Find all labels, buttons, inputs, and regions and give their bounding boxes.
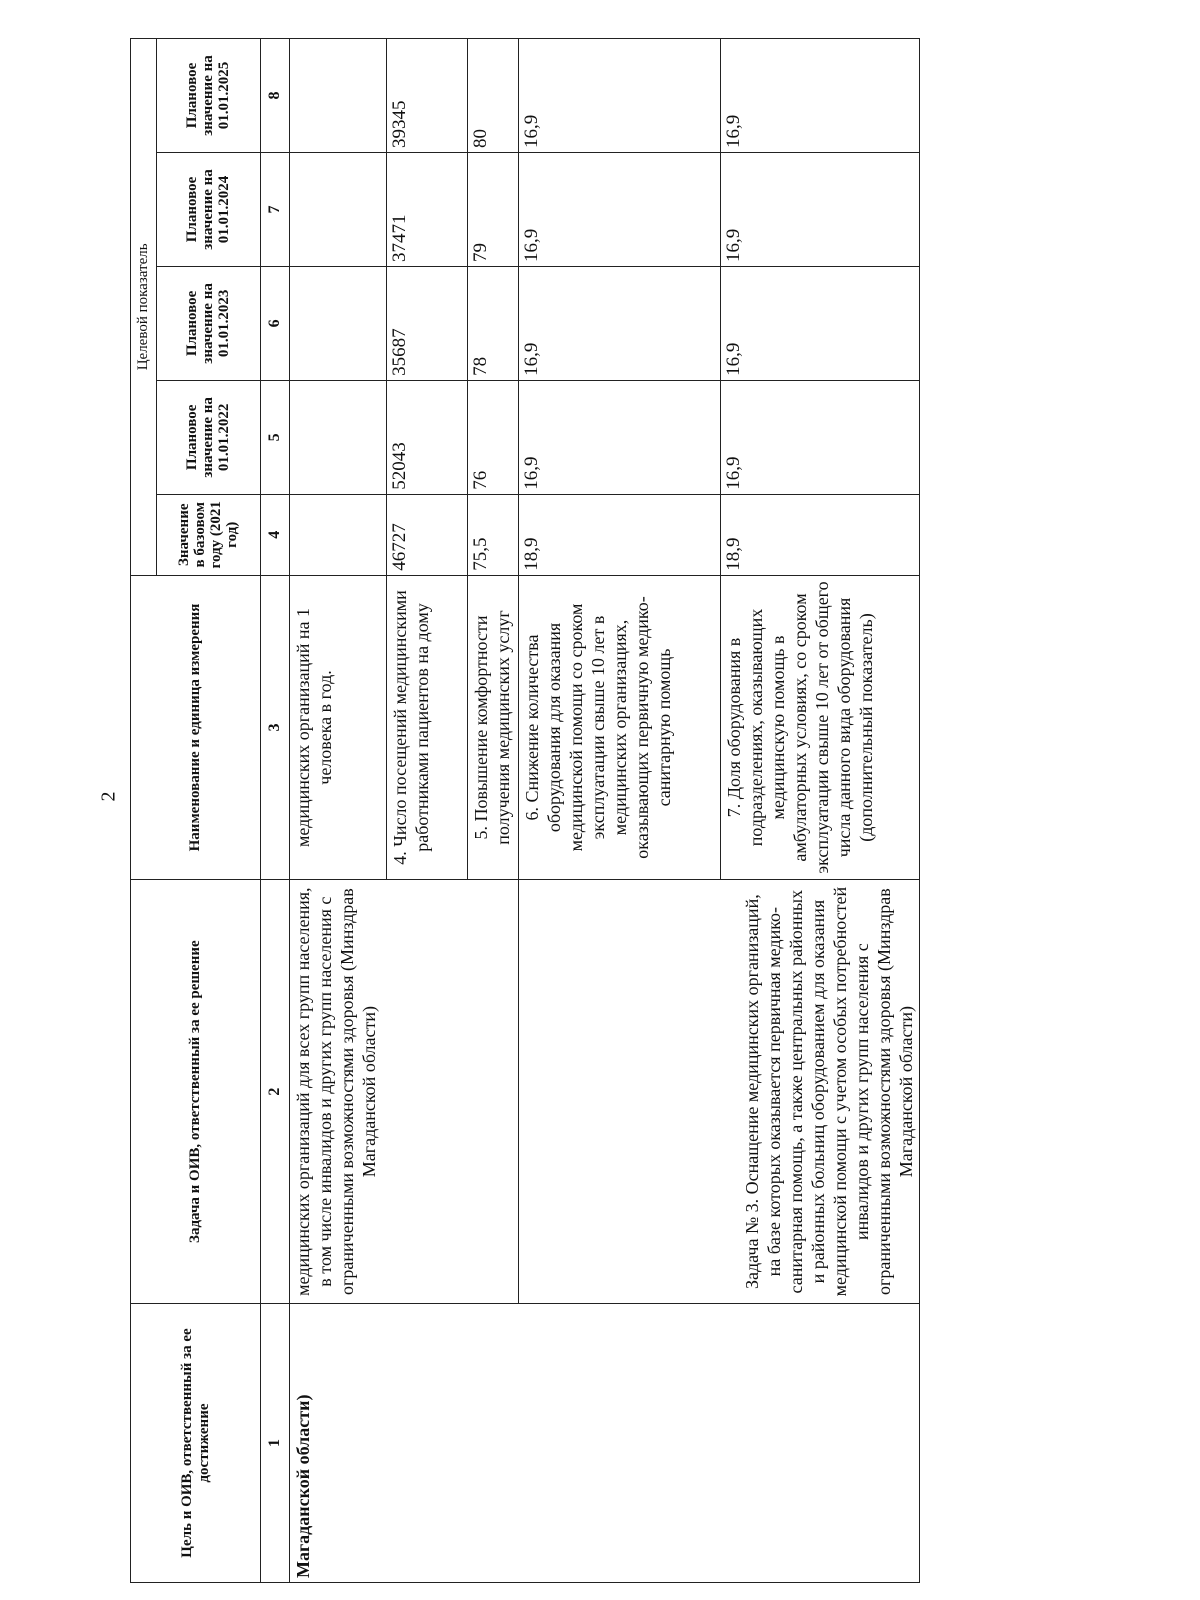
indicator-value-2022: 16,9 bbox=[720, 380, 919, 494]
target-indicators-table bbox=[130, 38, 920, 1583]
header-indicator-name: Наименование и единица измерения bbox=[131, 575, 261, 880]
task-3-text: Задача № 3. Оснащение медицинских организаций, на базе которых оказывается первичная медико-санитарная помощь, а также центральных районных и районных больниц оборудованием для оказания медицинской помощи с учетом особых потребностей инвалидов и других групп населения с ограниченными возможностями здоровья (Минздрав Магаданской области) bbox=[742, 886, 916, 1297]
indicator-value-2025: 39345 bbox=[387, 39, 468, 153]
indicator-value-2022: 76 bbox=[468, 380, 519, 494]
header-plan-2023: Плановое значение на 01.01.2023 bbox=[156, 266, 260, 380]
indicator-value-2024: 79 bbox=[468, 153, 519, 267]
indicator-name: медицинских организаций на 1 человека в год. bbox=[290, 575, 387, 880]
indicator-name: 4. Число посещений медицинскими работниками пациентов на дому bbox=[387, 575, 468, 880]
indicator-base-value: 75,5 bbox=[468, 494, 519, 575]
indicator-name: 5. Повышение комфортности получения медицинских услуг bbox=[468, 575, 519, 880]
rotated-table-wrapper bbox=[130, 38, 916, 1583]
column-number: 8 bbox=[261, 39, 290, 153]
page-number: 2 bbox=[97, 791, 120, 802]
indicator-value-2025 bbox=[290, 39, 387, 153]
indicator-value-2025: 16,9 bbox=[519, 39, 721, 153]
indicator-value-2023: 16,9 bbox=[720, 266, 919, 380]
column-number: 4 bbox=[261, 494, 290, 575]
header-base-value: Значение в базовом году (2021 год) bbox=[156, 494, 260, 575]
indicator-value-2025: 80 bbox=[468, 39, 519, 153]
indicator-value-2023: 16,9 bbox=[519, 266, 721, 380]
task-2-continuation: медицинских организаций для всех групп населения, в том числе инвалидов и других групп населения с ограниченными возможностями здоровья (Минздрав Магаданской области) bbox=[290, 880, 519, 1304]
goal-cell: Магаданской области) bbox=[290, 1304, 920, 1583]
column-number: 7 bbox=[261, 153, 290, 267]
indicator-value-2024: 37471 bbox=[387, 153, 468, 267]
indicator-value-2024: 16,9 bbox=[519, 153, 721, 267]
column-number: 3 bbox=[261, 575, 290, 880]
indicator-value-2023: 35687 bbox=[387, 266, 468, 380]
indicator-base-value: 18,9 bbox=[720, 494, 919, 575]
indicator-value-2022 bbox=[290, 380, 387, 494]
header-plan-2025: Плановое значение на 01.01.2025 bbox=[156, 39, 260, 153]
column-number: 5 bbox=[261, 380, 290, 494]
indicator-value-2023: 78 bbox=[468, 266, 519, 380]
column-number: 1 bbox=[261, 1304, 290, 1583]
indicator-base-value: 18,9 bbox=[519, 494, 721, 575]
indicator-base-value: 46727 bbox=[387, 494, 468, 575]
indicator-name: 7. Доля оборудования в подразделениях, оказывающих медицинскую помощь в амбулаторных условиях, со сроком эксплуатации свыше 10 лет от общего числа данного вида оборудования (дополнительный показатель) bbox=[720, 575, 919, 880]
header-target-group: Целевой показатель bbox=[131, 39, 157, 576]
indicator-base-value bbox=[290, 494, 387, 575]
column-number: 6 bbox=[261, 266, 290, 380]
header-goal: Цель и ОИВ, ответственный за ее достижение bbox=[131, 1304, 261, 1583]
indicator-value-2025: 16,9 bbox=[720, 39, 919, 153]
header-plan-2024: Плановое значение на 01.01.2024 bbox=[156, 153, 260, 267]
indicator-value-2023 bbox=[290, 266, 387, 380]
indicator-name: 6. Снижение количества оборудования для оказания медицинской помощи со сроком эксплуатации свыше 10 лет в медицинских организациях, оказывающих первичную медико-санитарную помощь bbox=[519, 575, 721, 880]
indicator-value-2024 bbox=[290, 153, 387, 267]
header-plan-2022: Плановое значение на 01.01.2022 bbox=[156, 380, 260, 494]
column-number: 2 bbox=[261, 880, 290, 1304]
indicator-value-2022: 16,9 bbox=[519, 380, 721, 494]
indicator-value-2024: 16,9 bbox=[720, 153, 919, 267]
indicator-value-2022: 52043 bbox=[387, 380, 468, 494]
header-task: Задача и ОИВ, ответственный за ее решение bbox=[131, 880, 261, 1304]
